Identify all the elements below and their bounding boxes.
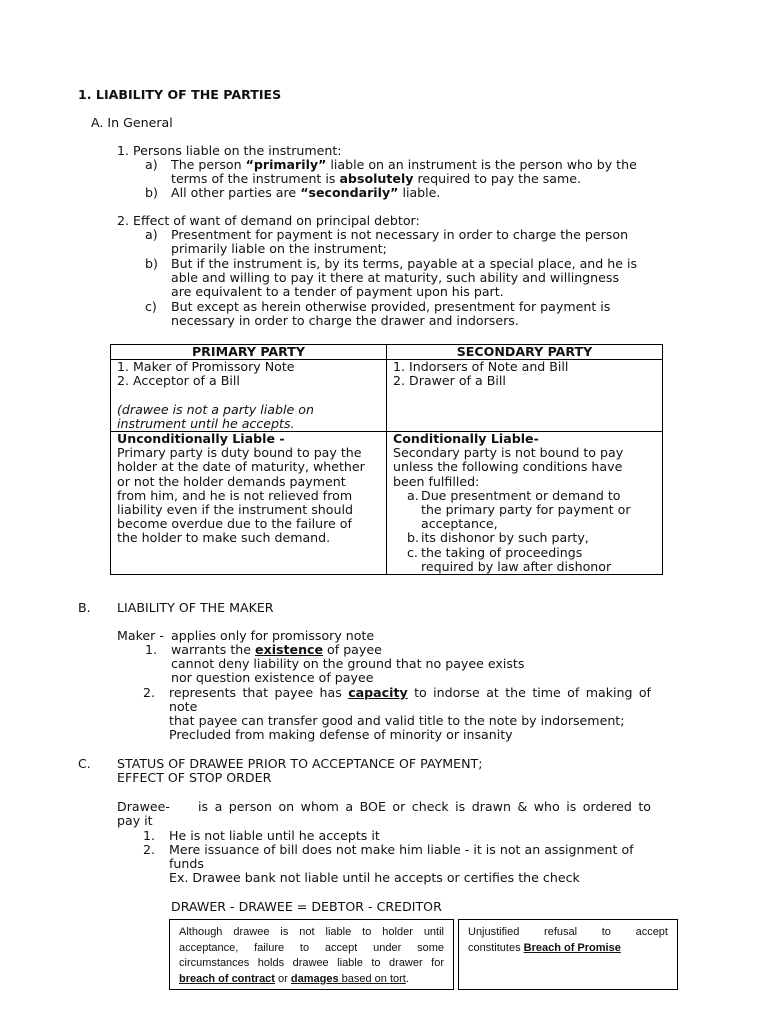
drawee-liability-box xyxy=(169,919,454,990)
item2-c-line1: But except as herein otherwise provided, presentment for payment is xyxy=(171,299,611,314)
primary-item-2: 2. Acceptor of a Bill xyxy=(117,373,240,389)
maker-item1 xyxy=(171,643,661,685)
item2-c-line2: necessary in order to charge the drawer and indorsers. xyxy=(171,313,519,328)
breach-of-contract-term: breach of contract xyxy=(179,972,275,985)
secondary-party-header: SECONDARY PARTY xyxy=(387,345,663,360)
condition-item xyxy=(407,546,656,574)
primary-parties-cell xyxy=(111,360,387,432)
condition-label: a. xyxy=(407,487,419,503)
condition-item xyxy=(407,531,656,545)
item2-a xyxy=(145,228,651,256)
section-b-title: LIABILITY OF THE MAKER xyxy=(117,600,274,615)
condition-line: its dishonor by such party, xyxy=(421,530,589,546)
unconditional-line: from him, and he is not relieved from xyxy=(117,487,353,503)
unconditional-line: the holder to make such demand. xyxy=(117,530,331,546)
unconditional-line: liability even if the instrument should xyxy=(117,502,353,518)
condition-line: Due presentment or demand to xyxy=(421,487,621,503)
unconditional-line: or not the holder demands payment xyxy=(117,473,346,489)
unconditional-cell xyxy=(111,432,387,575)
section-c-title-line2: EFFECT OF STOP ORDER xyxy=(117,770,272,785)
item2-b-line2: able and willing to pay it there at maturity, such ability and willingness xyxy=(171,270,620,285)
condition-line: required by law after dishonor xyxy=(421,558,612,574)
item2-b xyxy=(145,257,651,299)
item2-b-line1: But if the instrument is, by its terms, payable at a special place, and he is xyxy=(171,256,638,271)
item1-a-text: The person xyxy=(171,157,246,172)
maker-item2 xyxy=(169,686,651,742)
conditional-line: Secondary party is not bound to pay xyxy=(393,445,624,461)
item2-a-label: a) xyxy=(145,227,158,242)
maker-label: Maker - xyxy=(117,628,164,643)
primary-note-line1: (drawee is not a party liable on xyxy=(117,401,314,417)
maker-text: applies only for promissory note xyxy=(171,628,375,643)
maker-item2-text2: to indorse at the time of making of xyxy=(407,685,651,700)
maker-item2-line3: that payee can transfer good and valid title to the note by indorsement; xyxy=(169,713,625,728)
primary-party-header: PRIMARY PARTY xyxy=(111,345,387,360)
condition-item xyxy=(407,489,656,532)
condition-label: c. xyxy=(407,544,418,560)
maker-item1-line2: cannot deny liability on the ground that no payee exists xyxy=(171,656,525,671)
unconditional-line: Primary party is duty bound to pay the xyxy=(117,445,362,461)
box1-or: or xyxy=(274,972,291,985)
drawee-item1-label: 1. xyxy=(143,828,156,843)
based-on-tort-term: based on tort xyxy=(338,972,406,985)
unconditional-title: Unconditionally Liable - xyxy=(117,431,285,447)
box1-line2: acceptance, failure to accept under some xyxy=(179,941,444,954)
maker-item1-line3: nor question existence of payee xyxy=(171,670,374,685)
primary-item-1: 1. Maker of Promissory Note xyxy=(117,359,295,375)
item1-a-label: a) xyxy=(145,157,158,172)
item2-a-line2: primarily liable on the instrument; xyxy=(171,241,387,256)
item1-a-text2: liable on an instrument is the person who by the xyxy=(326,157,637,172)
drawee-item2-line3: Ex. Drawee bank not liable until he accepts or certifies the check xyxy=(169,870,580,885)
unconditional-line: become overdue due to the failure of xyxy=(117,516,352,532)
box2-line1: Unjustified refusal to accept xyxy=(468,926,668,938)
maker-item2-line2: note xyxy=(169,699,198,714)
page-heading: 1. LIABILITY OF THE PARTIES xyxy=(78,87,282,102)
maker-item2-label: 2. xyxy=(143,685,156,700)
table-row xyxy=(111,360,663,432)
item2-c-label: c) xyxy=(145,299,157,314)
maker-item1-text2: of payee xyxy=(323,642,382,657)
item2-b-label: b) xyxy=(145,256,158,271)
drawee-item1-text: He is not liable until he accepts it xyxy=(169,828,380,843)
conditional-title: Conditionally Liable- xyxy=(393,431,539,447)
item1-a-bold: “primarily” xyxy=(245,157,327,172)
item1-b-text: All other parties are xyxy=(171,185,301,200)
secondary-item-1: 1. Indorsers of Note and Bill xyxy=(393,359,569,375)
capacity-term: capacity xyxy=(348,685,408,700)
maker-item2-text: represents that payee has xyxy=(169,685,349,700)
item1-a xyxy=(145,158,651,186)
condition-label: b. xyxy=(407,530,419,546)
maker-item1-text: warrants the xyxy=(171,642,256,657)
item2-b-line3: are equivalent to a tender of payment upon his part. xyxy=(171,284,504,299)
box1-period: . xyxy=(405,972,409,985)
drawee-item2-line2: funds xyxy=(169,856,204,871)
drawee-item2-label: 2. xyxy=(143,842,156,857)
maker-item2-line4: Precluded from making defense of minority or insanity xyxy=(169,727,513,742)
item2-c xyxy=(145,300,651,328)
item1-a-line2b: required to pay the same. xyxy=(413,171,582,186)
conditional-line: been fulfilled: xyxy=(393,473,480,489)
drawee-text-2: pay it xyxy=(117,813,153,828)
item1-b xyxy=(145,186,651,200)
secondary-item-2: 2. Drawer of a Bill xyxy=(393,373,506,389)
section-c-title-line1: STATUS OF DRAWEE PRIOR TO ACCEPTANCE OF PAYMENT; xyxy=(117,756,483,771)
item2-a-line1: Presentment for payment is not necessary in order to charge the person xyxy=(171,227,629,242)
conditional-line: unless the following conditions have xyxy=(393,459,623,475)
item1-title: 1. Persons liable on the instrument: xyxy=(117,143,342,158)
box1-line3: circumstances holds drawee liable to drawer for xyxy=(179,957,444,969)
drawer-drawee-formula: DRAWER - DRAWEE = DEBTOR - CREDITOR xyxy=(171,899,442,914)
drawee-item2 xyxy=(169,843,651,885)
existence-term: existence xyxy=(255,642,324,657)
drawee-item2-line1: Mere issuance of bill does not make him liable - it is not an assignment of xyxy=(169,842,634,857)
item1-b-text2: liable. xyxy=(398,185,441,200)
table-row xyxy=(111,432,663,575)
section-c-label: C. xyxy=(78,756,91,771)
damages-term: damages xyxy=(290,972,339,985)
condition-line: acceptance, xyxy=(421,516,498,532)
item1-b-bold: “secondarily” xyxy=(300,185,399,200)
breach-of-promise-term: Breach of Promise xyxy=(523,941,621,954)
box2-line2: constitutes xyxy=(468,941,524,954)
condition-line: the taking of proceedings xyxy=(421,544,583,560)
section-c-title xyxy=(117,757,482,785)
drawee-text: is a person on whom a BOE or check is drawn & who is ordered to xyxy=(198,799,651,814)
unconditional-line: holder at the date of maturity, whether xyxy=(117,459,365,475)
conditions-list xyxy=(407,489,656,574)
table-header-row xyxy=(111,345,663,360)
section-b-label: B. xyxy=(78,600,91,615)
item1-a-line2: terms of the instrument is xyxy=(171,171,340,186)
condition-line: the primary party for payment or xyxy=(421,502,631,518)
parties-table xyxy=(110,344,663,575)
conditional-cell xyxy=(387,432,663,575)
primary-note-line2: instrument until he accepts. xyxy=(117,415,295,431)
drawee-label: Drawee- xyxy=(117,799,170,814)
box1-line1: Although drawee is not liable to holder until xyxy=(179,926,444,938)
item2-title: 2. Effect of want of demand on principal debtor: xyxy=(117,213,420,228)
maker-item1-label: 1. xyxy=(145,642,158,657)
item1-a-bold2: absolutely xyxy=(339,171,414,186)
refusal-box xyxy=(458,919,678,990)
item1-b-label: b) xyxy=(145,185,158,200)
secondary-parties-cell xyxy=(387,360,663,432)
section-a-title: A. In General xyxy=(91,115,173,130)
